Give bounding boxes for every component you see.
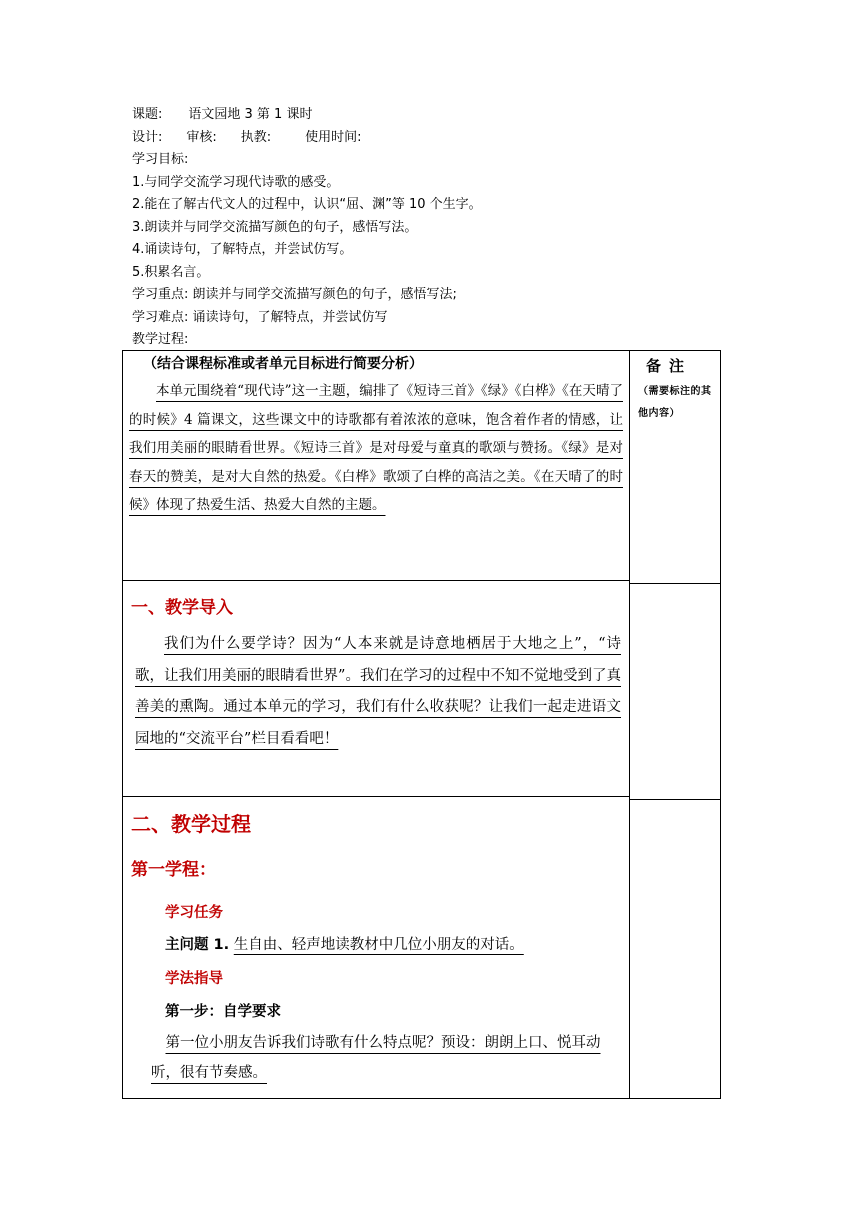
lesson-value: 语文园地 3 第 1 课时	[188, 107, 313, 122]
task-label: 学习任务	[165, 905, 223, 921]
main-question-label: 主问题 1.	[165, 937, 230, 953]
exec-label: 执教:	[240, 129, 272, 145]
goal-item: 3.朗读并与同学交流描写颜色的句子，感悟写法。	[132, 219, 418, 235]
lesson-label: 课题:	[132, 107, 163, 122]
step-heading: 第一学程：	[131, 860, 216, 880]
step1-text: 第一位小朋友告诉我们诗歌有什么特点呢？预设：朗朗上口、悦耳动听，很有节奏感。	[151, 1035, 601, 1081]
main-question	[165, 935, 619, 955]
lesson-header	[132, 104, 732, 352]
goal-item: 4.诵读诗句，了解特点，并尝试仿写。	[132, 242, 353, 257]
analysis-title: （结合课程标准或者单元目标进行简要分析）	[143, 356, 423, 372]
notes-title: 备注	[646, 357, 693, 375]
difficulty: 学习难点: 诵读诗句，了解特点，并尝试仿写	[132, 309, 388, 325]
method-label: 学法指导	[165, 971, 223, 987]
process-label: 教学过程:	[132, 332, 189, 347]
notes-subtitle: （需要标注的其他内容）	[638, 386, 712, 419]
staff-line	[132, 127, 732, 150]
intro-cell	[123, 581, 630, 797]
notes-cell	[630, 351, 721, 1099]
lesson-title-line	[132, 104, 732, 127]
lesson-table	[122, 350, 721, 1099]
analysis-row	[123, 351, 721, 581]
goal-item: 5.积累名言。	[132, 264, 210, 280]
analysis-text: 本单元围绕着“现代诗”这一主题，编排了《短诗三首》《绿》《白桦》《在天晴了的时候》4 篇课文，这些课文中的诗歌都有着浓浓的意味，饱含着作者的情感，让我们用美丽的眼睛看世界。《短诗三首》是对母爱与童真的歌颂与赞扬。《绿》是对春天的赞美，是对大自然的热爱。《白桦》歌颂了白桦的高洁之美。《在天晴了的时候》体现了热爱生活、热爱大自然的主题。	[129, 383, 623, 513]
step1-label: 第一步：自学要求	[165, 1004, 281, 1020]
analysis-cell	[123, 351, 630, 581]
process-heading: 二、教学过程	[131, 812, 251, 836]
notes-box	[630, 355, 720, 584]
time-label: 使用时间:	[305, 129, 362, 145]
main-question-text: 生自由、轻声地读教材中几位小朋友的对话。	[233, 937, 524, 953]
intro-text: 我们为什么要学诗？因为“人本来就是诗意地栖居于大地之上”，“诗歌，让我们用美丽的眼睛看世界”。我们在学习的过程中不知不觉地受到了真善美的熏陶。通过本单元的学习，我们有什么收获呢？让我们一起走进语文园地的“交流平台”栏目看看吧！	[135, 636, 621, 747]
process-cell	[123, 797, 630, 1099]
review-label: 审核:	[186, 129, 217, 145]
design-label: 设计:	[132, 129, 163, 145]
notes-blank-2	[630, 800, 720, 1096]
notes-blank-1	[630, 584, 720, 800]
intro-heading: 一、教学导入	[131, 598, 233, 618]
goal-item: 1.与同学交流学习现代诗歌的感受。	[132, 174, 340, 190]
goal-item: 2.能在了解古代文人的过程中，认识“屈、渊”等 10 个生字。	[132, 197, 482, 212]
key-point: 学习重点: 朗读并与同学交流描写颜色的句子，感悟写法;	[132, 287, 457, 302]
goals-label: 学习目标:	[132, 152, 189, 167]
